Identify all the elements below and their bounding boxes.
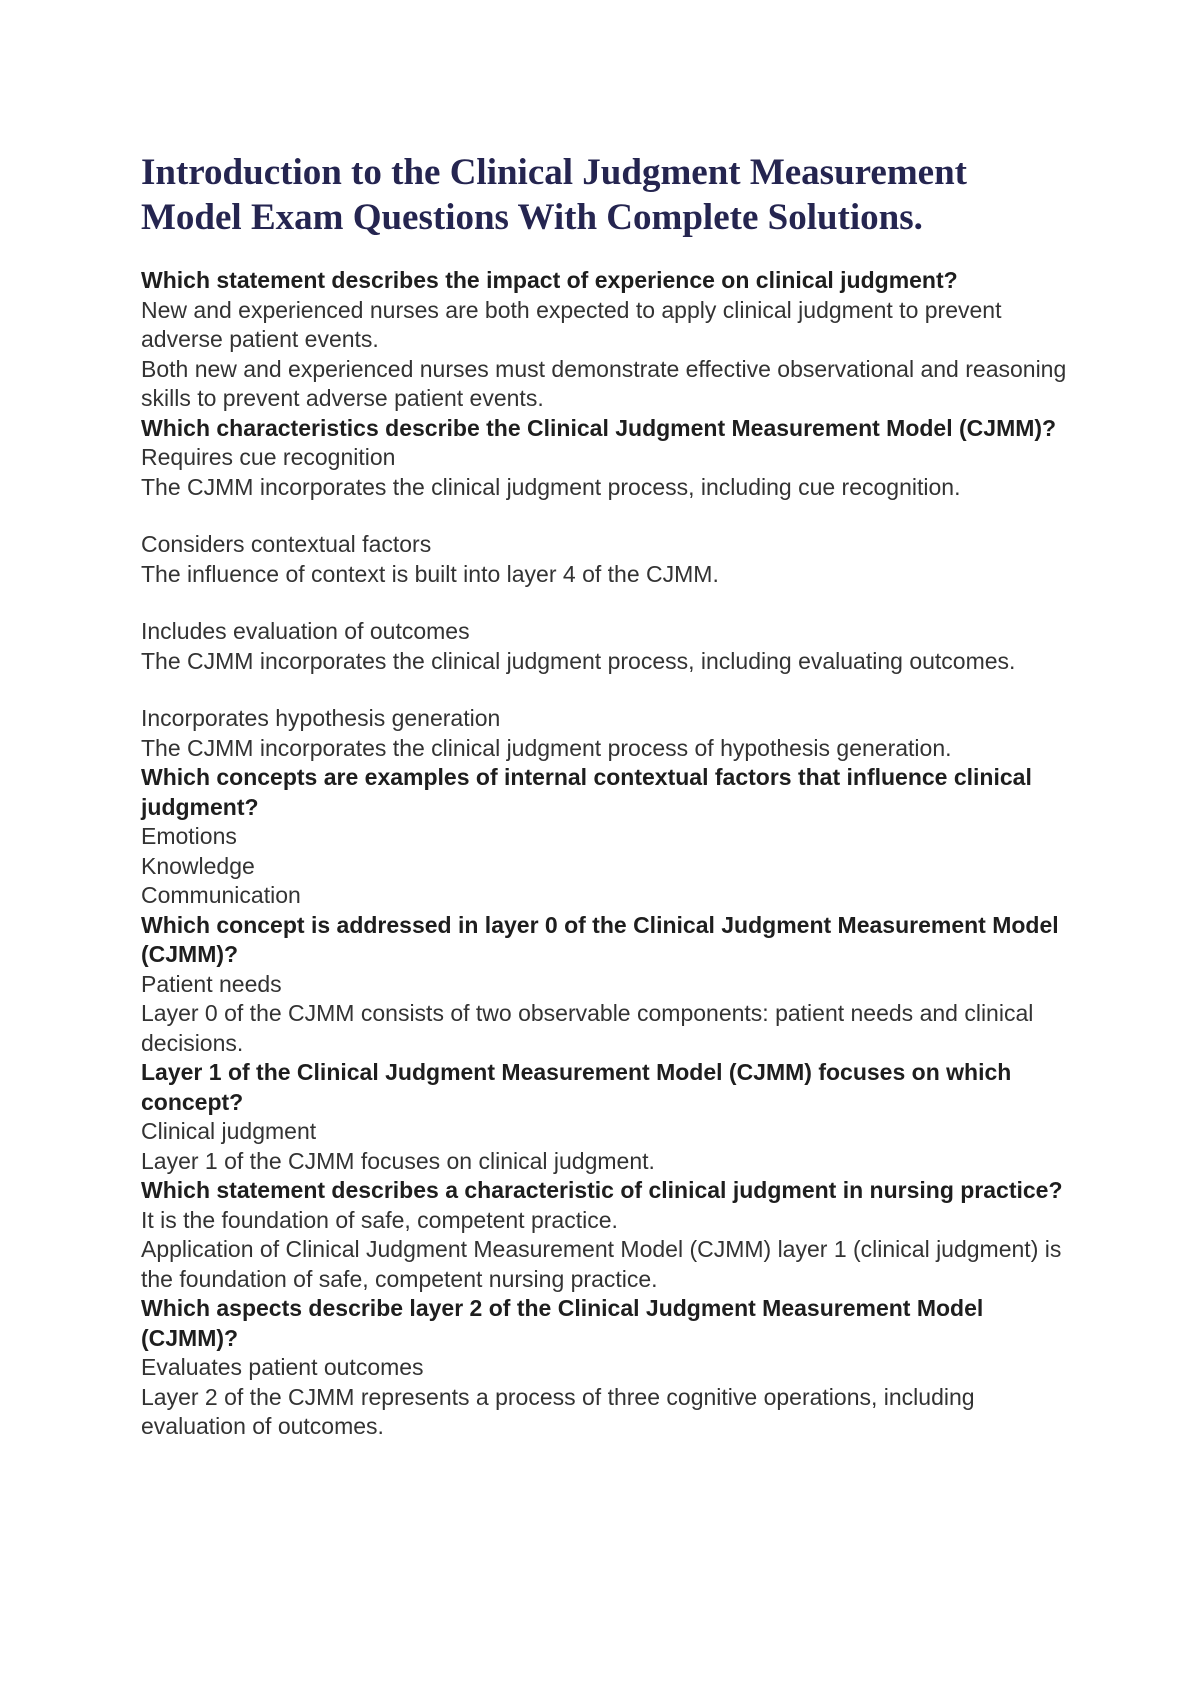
- document-body: [141, 266, 1076, 1442]
- answer-text: Includes evaluation of outcomes: [141, 618, 470, 644]
- answer-text: Emotions: [141, 823, 237, 849]
- answer-text: Layer 0 of the CJMM consists of two observable components: patient needs and clinical decisions.: [141, 1000, 1034, 1056]
- paragraph-spacer: [141, 676, 1076, 704]
- answer-text: The CJMM incorporates the clinical judgment process, including cue recognition.: [141, 473, 961, 500]
- answer-text: Evaluates patient outcomes: [141, 1354, 424, 1380]
- answer-text: The CJMM incorporates the clinical judgment process, including evaluating outcomes.: [141, 647, 1016, 674]
- question-text: Which statement describes a characteristic of clinical judgment in nursing practice?: [141, 1177, 1063, 1203]
- answer-text: Considers contextual factors: [141, 531, 432, 557]
- answer-text: The CJMM incorporates the clinical judgment process of hypothesis generation.: [141, 734, 952, 761]
- answer-text: Incorporates hypothesis generation: [141, 705, 501, 731]
- answer-text: Requires cue recognition: [141, 444, 396, 470]
- question-text: Which statement describes the impact of experience on clinical judgment?: [141, 267, 958, 293]
- answer-text: Communication: [141, 882, 301, 908]
- answer-text: Clinical judgment: [141, 1118, 317, 1144]
- answer-text: It is the foundation of safe, competent practice.: [141, 1206, 618, 1233]
- question-text: Which characteristics describe the Clinical Judgment Measurement Model (CJMM)?: [141, 414, 1057, 441]
- question-text: Which concepts are examples of internal contextual factors that influence clinical judgment?: [141, 764, 1032, 820]
- answer-text: Application of Clinical Judgment Measurement Model (CJMM) layer 1 (clinical judgment) is the foundation of safe, competent nursing practice.: [141, 1236, 1062, 1292]
- question-text: Layer 1 of the Clinical Judgment Measurement Model (CJMM) focuses on which concept?: [141, 1059, 1012, 1115]
- answer-text: Both new and experienced nurses must demonstrate effective observational and reasoning skills to prevent adverse patient events.: [141, 355, 1067, 411]
- paragraph-spacer: [141, 589, 1076, 617]
- question-text: Which aspects describe layer 2 of the Clinical Judgment Measurement Model (CJMM)?: [141, 1295, 984, 1351]
- question-text: Which concept is addressed in layer 0 of the Clinical Judgment Measurement Model (CJMM)?: [141, 911, 1059, 967]
- answer-text: Patient needs: [141, 970, 282, 997]
- answer-text: New and experienced nurses are both expected to apply clinical judgment to prevent adverse patient events.: [141, 296, 1002, 352]
- answer-text: The influence of context is built into layer 4 of the CJMM.: [141, 560, 719, 587]
- answer-text: Knowledge: [141, 852, 255, 879]
- paragraph-spacer: [141, 502, 1076, 530]
- answer-text: Layer 1 of the CJMM focuses on clinical judgment.: [141, 1147, 655, 1174]
- document-page: [141, 150, 1076, 1442]
- document-title: Introduction to the Clinical Judgment Measurement Model Exam Questions With Complete Solutions.: [141, 152, 967, 238]
- answer-text: Layer 2 of the CJMM represents a process of three cognitive operations, including evaluation of outcomes.: [141, 1383, 975, 1439]
